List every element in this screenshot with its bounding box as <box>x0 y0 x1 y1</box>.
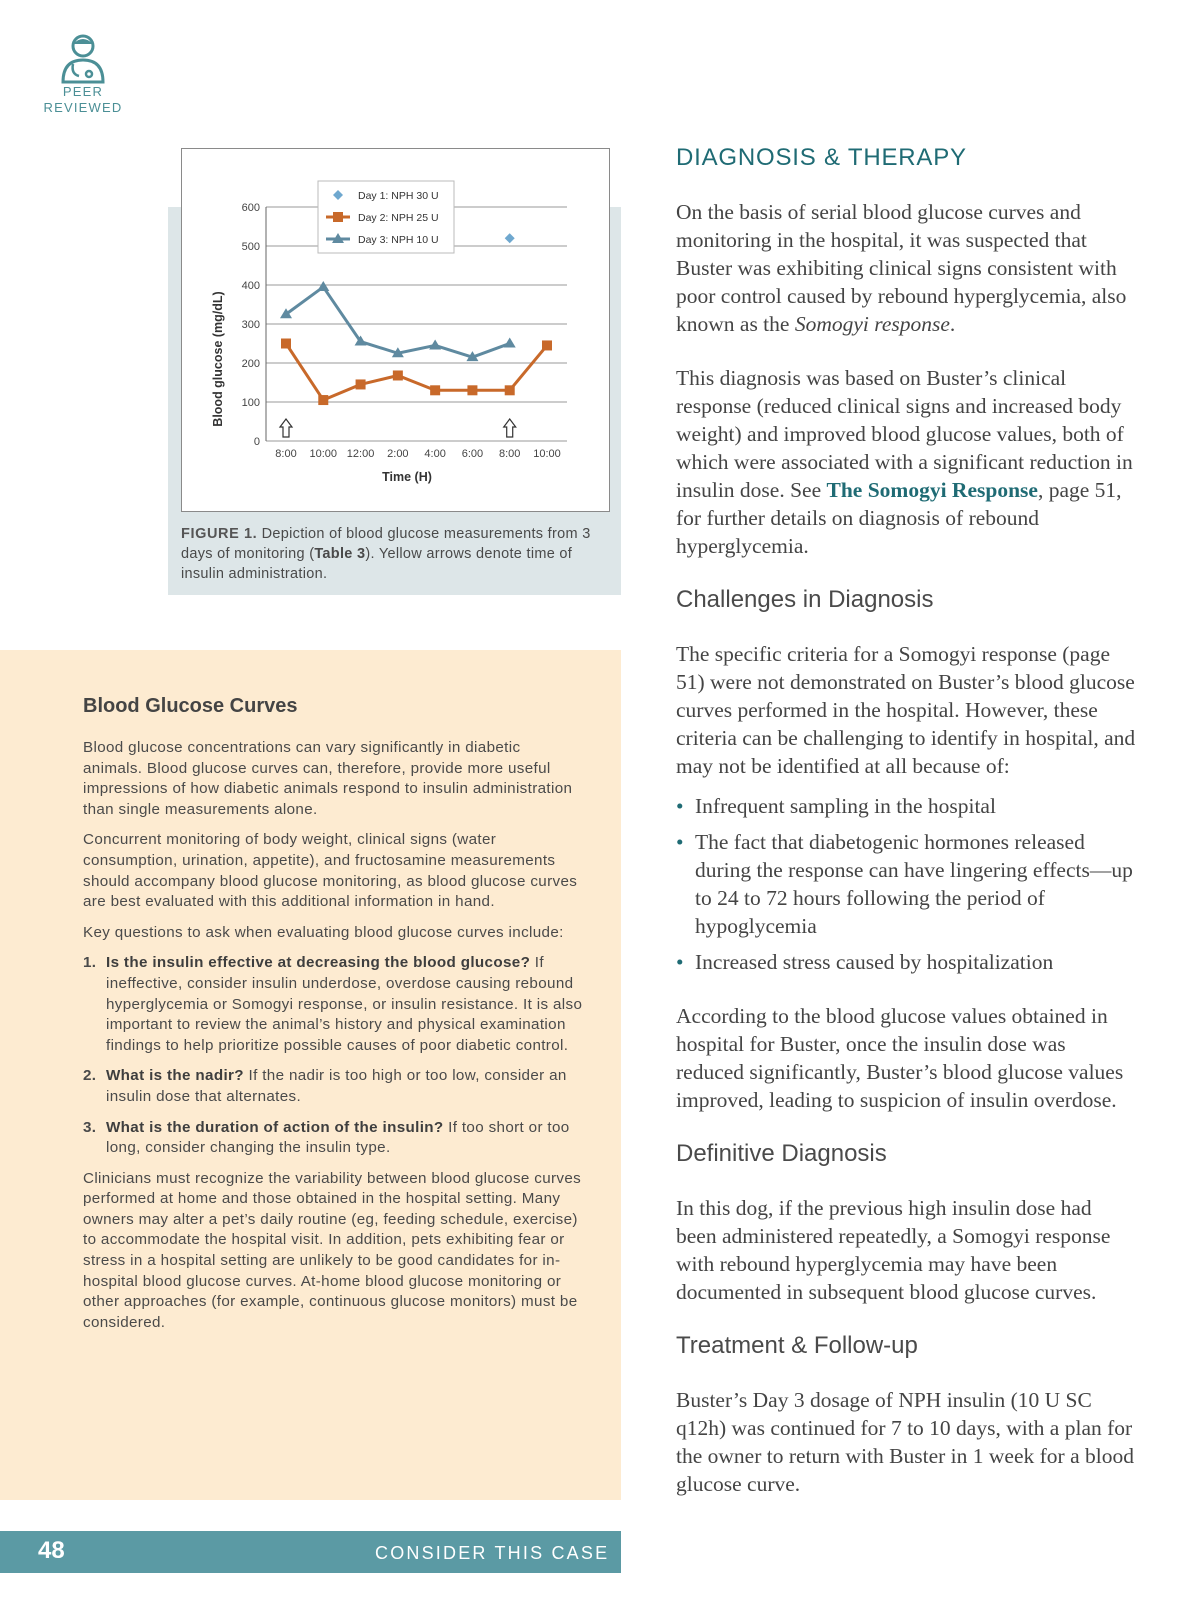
question-text: If the nadir is too high or too low, consider an insulin dose that alternates. <box>106 1067 567 1105</box>
badge-line-1: PEER <box>62 84 104 99</box>
question-number: 2. <box>83 1067 97 1085</box>
data-point-triangle <box>504 338 516 348</box>
paragraph-5: In this dog, if the previous high insulin dose had been administered repeatedly, a Somogyi response with rebound hyperglycemia may have been documented in subsequent blood glucose curves. <box>676 1196 1111 1304</box>
data-point-square <box>393 370 403 380</box>
paragraph-1 <box>676 198 1136 338</box>
x-axis-label: Time (H) <box>382 470 432 484</box>
insulin-arrow-icon <box>280 419 292 437</box>
x-tick-label: 10:00 <box>533 448 561 460</box>
figure-caption <box>181 524 601 584</box>
footer-title: CONSIDER THIS CASE <box>375 1543 610 1563</box>
challenges-list <box>676 792 1136 976</box>
list-item <box>676 792 1136 820</box>
bullet-icon: • <box>676 950 684 974</box>
caption-table-ref: Table 3 <box>314 546 366 562</box>
list-item-text: Infrequent sampling in the hospital <box>695 794 996 818</box>
paragraph-1-end: . <box>949 312 956 336</box>
question-item-1 <box>83 953 583 1056</box>
x-tick-label: 4:00 <box>424 448 446 460</box>
list-item <box>676 828 1136 940</box>
series-line <box>286 287 510 357</box>
caption-text-1: Depiction of blood glucose measurements from 3 days of monitoring ( <box>181 526 591 562</box>
somogyi-response-link[interactable]: The Somogyi Response <box>826 478 1038 502</box>
sidebar-questions <box>83 953 583 1158</box>
paragraph-1-text: On the basis of serial blood glucose curves and monitoring in the hospital, it was suspected that Buster was exhibiting clinical signs consistent with poor control caused by rebound hyperglycemia, also known as the <box>676 200 1127 336</box>
paragraph-2-end: , page 51, for further details on diagnosis of rebound hyperglycemia. <box>676 478 1122 558</box>
x-tick-label: 8:00 <box>275 448 297 460</box>
paragraph-3: The specific criteria for a Somogyi response (page 51) were not demonstrated on Buster’s blood glucose curves performed in the hospital. However, these criteria can be challenging to identify in hospital, and may not be identified at all because of: <box>676 642 1136 778</box>
x-tick-label: 10:00 <box>309 448 338 460</box>
data-point-square <box>281 339 291 349</box>
caption-text-2: ). Yellow arrows denote time of insulin administration. <box>181 546 573 582</box>
list-item-text: Increased stress caused by hospitalization <box>695 950 1054 974</box>
question-bold: What is the duration of action of the insulin? <box>106 1118 444 1136</box>
y-axis-label: Blood glucose (mg/dL) <box>211 291 225 427</box>
sidebar-paragraph-1: Blood glucose concentrations can vary significantly in diabetic animals. Blood glucose curves can, therefore, provide more useful impressions of how diabetic animals respond to insulin administration than single measurements alone. <box>83 739 573 818</box>
badge-line-2: REVIEWED <box>43 100 123 115</box>
doctor-icon <box>59 32 107 84</box>
question-item-2 <box>83 1066 583 1107</box>
question-text: If too short or too long, consider changing the insulin type. <box>106 1118 570 1157</box>
peer-reviewed-badge <box>38 32 128 116</box>
y-tick-label: 400 <box>241 280 260 292</box>
sidebar-body <box>83 738 583 1343</box>
y-tick-label: 100 <box>241 397 260 409</box>
data-point-triangle <box>317 281 329 291</box>
data-point-diamond <box>505 233 515 243</box>
data-point-square <box>356 379 366 389</box>
question-item-3 <box>83 1118 583 1159</box>
legend-label: Day 2: NPH 25 U <box>358 212 439 224</box>
paragraph-2-text: This diagnosis was based on Buster’s clinical response (reduced clinical signs and increased body weight) and improved blood glucose values, both of which were associated with a significant reduction in insulin dose. See <box>676 366 1133 502</box>
x-tick-label: 6:00 <box>461 448 484 460</box>
list-item-text: The fact that diabetogenic hormones released during the response can have lingering effects—up to 24 to 72 hours following the period of hypoglycemia <box>695 830 1133 938</box>
data-point-square <box>318 395 328 405</box>
question-number: 3. <box>83 1118 97 1136</box>
data-point-triangle <box>429 339 441 349</box>
y-tick-label: 600 <box>241 202 260 214</box>
paragraph-4: According to the blood glucose values obtained in hospital for Buster, once the insulin dose was reduced significantly, Buster’s blood glucose values improved, leading to suspicion of insulin overdose. <box>676 1004 1124 1112</box>
data-point-square <box>467 385 477 395</box>
x-tick-label: 8:00 <box>499 448 521 460</box>
y-tick-label: 0 <box>253 436 260 448</box>
paragraph-6: Buster’s Day 3 dosage of NPH insulin (10 U SC q12h) was continued for 7 to 10 days, with a plan for the owner to return with Buster in 1 week for a blood glucose curve. <box>676 1388 1134 1496</box>
paragraph-1-emphasis: Somogyi response <box>794 312 950 336</box>
x-tick-label: 2:00 <box>387 448 409 460</box>
page-number: 48 <box>38 1537 65 1564</box>
bullet-icon: • <box>676 830 684 854</box>
list-item <box>676 948 1136 976</box>
insulin-arrow-icon <box>504 419 516 437</box>
section-title: DIAGNOSIS & THERAPY <box>676 144 967 171</box>
question-bold: Is the insulin effective at decreasing the blood glucose? <box>106 954 531 972</box>
legend-label: Day 1: NPH 30 U <box>358 190 439 202</box>
main-column <box>676 140 1136 1524</box>
data-point-square <box>542 340 552 350</box>
legend-label: Day 3: NPH 10 U <box>358 234 439 246</box>
heading-challenges: Challenges in Diagnosis <box>676 586 934 613</box>
x-tick-label: 12:00 <box>346 448 375 460</box>
y-tick-label: 300 <box>241 319 260 331</box>
paragraph-2 <box>676 364 1136 560</box>
caption-label: FIGURE 1. <box>181 526 258 542</box>
data-point-square <box>505 385 515 395</box>
heading-treatment: Treatment & Follow-up <box>676 1332 918 1359</box>
question-bold: What is the nadir? <box>106 1067 244 1085</box>
figure-chart <box>181 148 610 512</box>
data-point-square <box>430 385 440 395</box>
bullet-icon: • <box>676 794 684 818</box>
sidebar-title: Blood Glucose Curves <box>83 695 298 717</box>
blood-glucose-chart <box>182 149 609 511</box>
y-tick-label: 500 <box>241 241 260 253</box>
y-tick-label: 200 <box>241 358 260 370</box>
data-point-square <box>333 212 343 222</box>
sidebar-paragraph-2: Concurrent monitoring of body weight, clinical signs (water consumption, urination, appetite), and fructosamine measurements should accompany blood glucose monitoring, as blood glucose curves are best evaluated with this additional information in hand. <box>83 831 578 911</box>
sidebar-paragraph-4: Clinicians must recognize the variability between blood glucose curves performed at home and those obtained in the hospital setting. Many owners may alter a pet’s daily routine (eg, feeding schedule, exercise) to accommodate the hospital visit. In addition, pets exhibiting fear or stress in a hospital setting are unlikely to be good candidates for in-hospital blood glucose curves. At-home blood glucose monitoring or other approaches (for example, continuous glucose monitors) must be considered. <box>83 1169 582 1331</box>
heading-definitive: Definitive Diagnosis <box>676 1140 887 1167</box>
question-text: If ineffective, consider insulin underdose, overdose causing rebound hyperglycemia or Somogyi response, or insulin resistance. It is also important to review the animal’s history and physical examination findings to help prioritize possible causes of poor diabetic control. <box>106 954 583 1054</box>
sidebar-paragraph-3: Key questions to ask when evaluating blood glucose curves include: <box>83 923 564 941</box>
question-number: 1. <box>83 954 97 972</box>
